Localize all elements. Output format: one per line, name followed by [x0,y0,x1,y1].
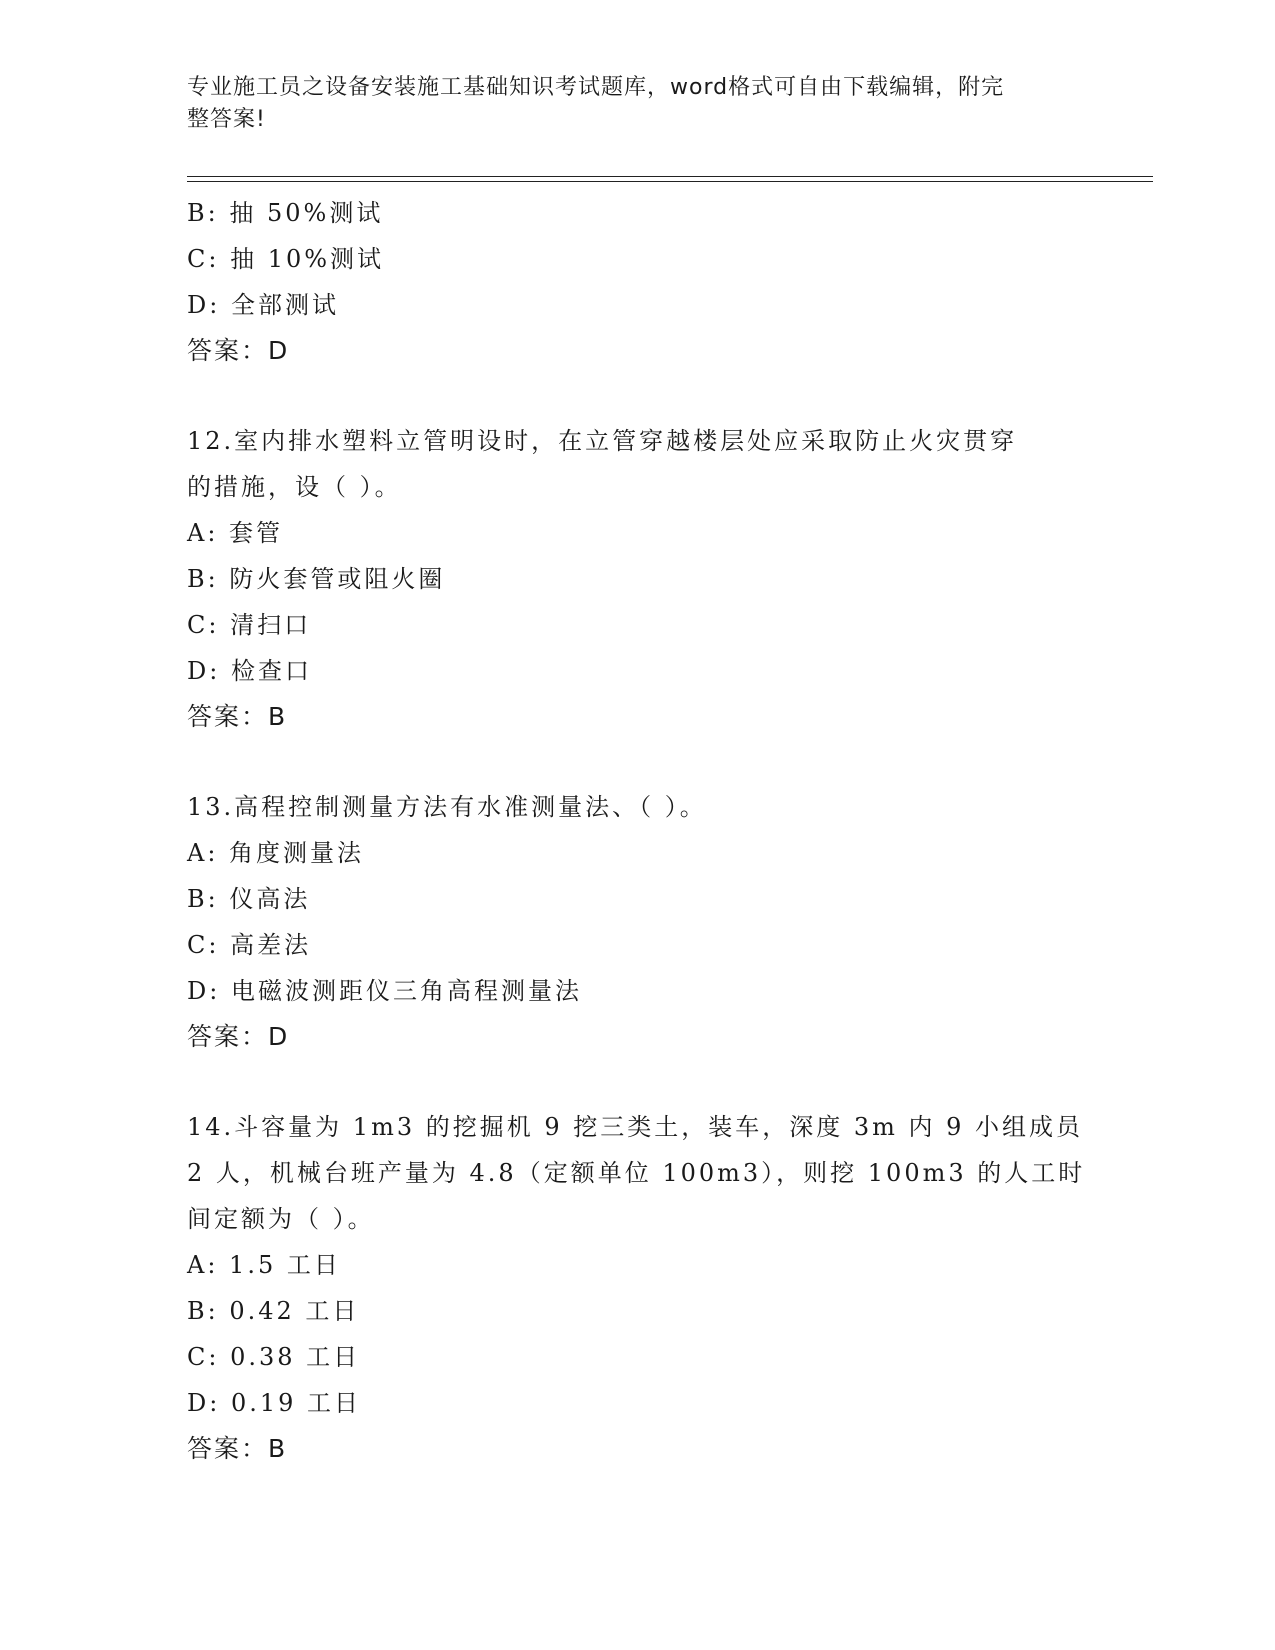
option-b: B: 仪高法 [187,885,311,913]
header-divider-bottom [187,181,1153,182]
header-line-1: 专业施工员之设备安装施工基础知识考试题库，word格式可自由下载编辑，附完 [187,75,1005,100]
spacer [187,1060,1087,1104]
document-header [187,72,1067,136]
spacer [187,374,1087,418]
question-stem-line: 13.高程控制测量方法有水准测量法、（ ）。 [187,793,707,821]
spacer [187,740,1087,784]
question-stem-line: 14.斗容量为 1m3 的挖掘机 9 挖三类土，装车，深度 3m 内 9 小组成员 [187,1113,1084,1141]
question-13 [187,784,1087,1060]
question-12 [187,418,1087,740]
question-stem-line: 2 人，机械台班产量为 4.8（定额单位 100m3），则挖 100m3 的人工时 [187,1159,1086,1187]
answer-line: 答案：B [187,1434,288,1463]
option-d: D: 0.19 工日 [187,1389,362,1417]
question-list [187,190,1087,1472]
option-b: B: 防火套管或阻火圈 [187,565,446,593]
option-a: A: 套管 [187,519,284,547]
answer-line: 答案：D [187,336,290,365]
option-b: B: 抽 50%测试 [187,199,384,227]
option-b: B: 0.42 工日 [187,1297,360,1325]
question-11 [187,190,1087,374]
answer-line: 答案：D [187,1022,290,1051]
question-stem-line: 12.室内排水塑料立管明设时，在立管穿越楼层处应采取防止火灾贯穿 [187,427,1018,455]
answer-line: 答案：B [187,702,288,731]
option-c: C: 0.38 工日 [187,1343,361,1371]
question-stem-line: 的措施，设（ ）。 [187,473,402,501]
option-d: D: 全部测试 [187,291,339,319]
option-c: C: 抽 10%测试 [187,245,385,273]
option-c: C: 清扫口 [187,611,312,639]
header-line-2: 整答案! [187,107,266,132]
option-c: C: 高差法 [187,931,312,959]
option-a: A: 角度测量法 [187,839,365,867]
question-stem-line: 间定额为（ ）。 [187,1205,375,1233]
question-14 [187,1104,1087,1472]
option-d: D: 检查口 [187,657,312,685]
header-divider-top [187,176,1153,177]
option-a: A: 1.5 工日 [187,1251,341,1279]
option-d: D: 电磁波测距仪三角高程测量法 [187,977,582,1005]
